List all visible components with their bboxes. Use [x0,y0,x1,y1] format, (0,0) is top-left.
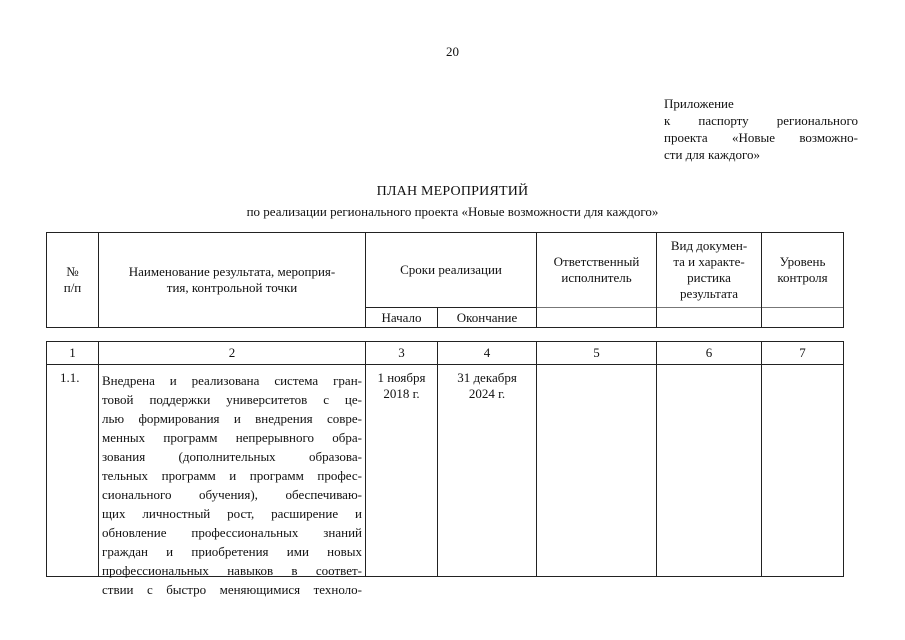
row-end-date-line: 31 декабря [457,370,517,385]
column-number: 1 [69,345,76,360]
appendix-line: проекта «Новые возможно- [664,130,858,145]
header-end: Окончание [456,309,518,325]
row-text-line: щих личностный рост, расширение и [102,506,362,521]
header-control-line: контроля [777,270,828,285]
header-responsible-line: Ответственный [553,254,640,269]
appendix-line: Приложение [664,96,734,111]
header-num-line: № [66,264,79,279]
row-end-date [438,370,536,402]
table-border [98,341,99,577]
header-timing: Сроки реализации [400,262,502,277]
header-num-line: п/п [63,280,82,295]
row-number: 1.1. [60,370,80,385]
row-start-date-line: 2018 г. [383,386,420,401]
appendix-line: к паспорту регионального [664,113,858,128]
column-number: 6 [705,345,713,360]
row-text-line: зования (дополнительных образова- [102,449,362,464]
table-border [536,341,537,577]
header-doc-type [657,233,761,307]
header-control [762,233,843,307]
header-responsible-line: исполнитель [561,270,632,285]
header-control-line: Уровень [779,254,826,269]
header-doc-type-line: ристика [687,270,731,285]
header-name-line: тия, контрольной точки [166,280,298,295]
header-doc-type-line: та и характе- [673,254,745,269]
row-description [102,371,362,599]
row-text-line: менных программ непрерывного обра- [102,430,362,445]
row-text-line: обновление профессиональных знаний [102,525,362,540]
row-text-line: ствии с быстро меняющимися техноло- [102,582,362,597]
table-border [536,307,844,308]
row-text-line: тельных программ и программ профес- [102,468,362,483]
header-start: Начало [381,309,422,325]
header-name [99,233,365,327]
header-doc-type-line: результата [679,286,739,301]
table-border [46,364,844,365]
row-start-date [366,370,437,402]
table-border [46,341,47,577]
table-border [843,232,844,328]
row-text-line: граждан и приобретения ими новых [102,544,362,559]
appendix-line: сти для каждого» [664,147,760,162]
header-num [47,233,98,327]
table-border [656,341,657,577]
table-border [843,341,844,577]
row-text-line: сионального обучения), обеспечиваю- [102,487,362,502]
appendix-note [664,95,858,163]
column-number: 5 [593,345,600,360]
column-number: 3 [398,345,405,360]
column-number: 4 [483,345,491,360]
column-number: 7 [799,345,806,360]
document-subtitle: по реализации регионального проекта «Новые возможности для каждого» [246,204,659,219]
row-text-line: Внедрена и реализована система гран- [102,373,362,388]
column-number: 2 [228,345,236,360]
header-doc-type-line: Вид докумен- [670,238,748,253]
row-start-date-line: 1 ноября [377,370,426,385]
row-end-date-line: 2024 г. [468,386,506,401]
row-text-line: лью формирования и внедрения совре- [102,411,362,426]
table-border [46,327,844,328]
page-number: 20 [446,44,459,59]
row-text-line: товой поддержки университетов с це- [102,392,362,407]
document-title: ПЛАН МЕРОПРИЯТИЙ [376,184,529,199]
table-border [761,341,762,577]
header-responsible [537,233,656,307]
header-name-line: Наименование результата, мероприя- [128,264,336,279]
row-text-line: профессиональных навыков в соответ- [102,563,362,578]
